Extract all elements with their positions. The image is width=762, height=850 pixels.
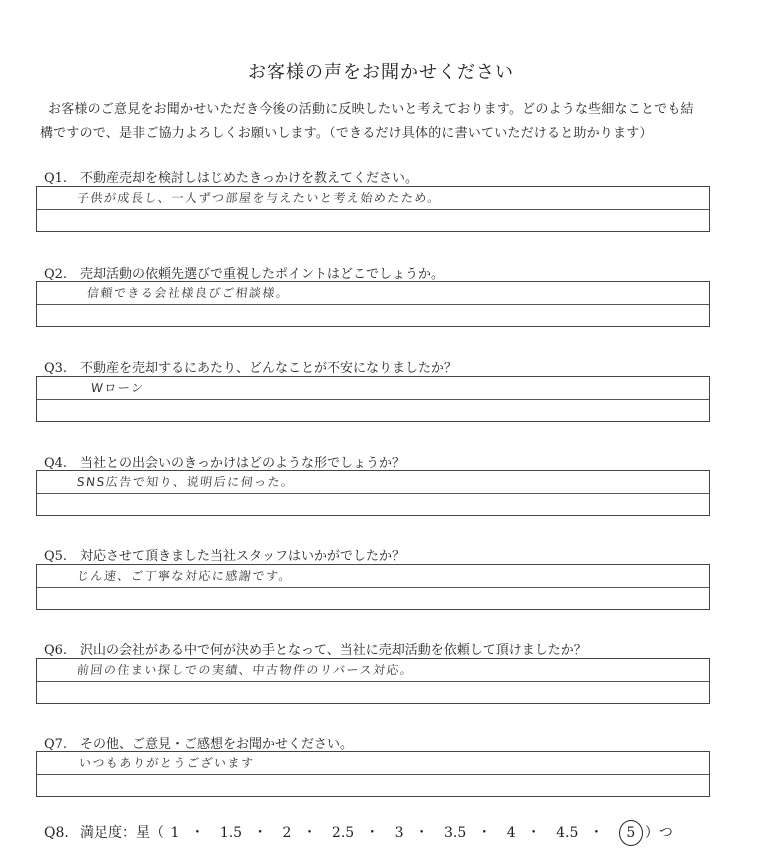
handwritten-answer: Wローン [90, 381, 146, 395]
question-text: 不動産を売却するにあたり、どんなことが不安になりましたか？ [80, 361, 458, 376]
question-text: 当社との出会いのきっかけはどのような形でしょうか？ [80, 456, 406, 471]
answer-box-2[interactable] [36, 281, 710, 327]
question-number: Q3. [44, 361, 68, 376]
question-number: Q1. [44, 171, 68, 186]
rating-option-2-5[interactable]: 2.5 [331, 825, 355, 841]
question-2 [44, 263, 444, 282]
question-8-satisfaction [44, 820, 673, 846]
question-number: Q7. [44, 737, 68, 752]
question-number: Q6. [44, 643, 68, 658]
satisfaction-label: 満足度：星 [80, 825, 150, 841]
question-text: 売却活動の依頼先選びで重視したポイントはどこでしょうか。 [80, 267, 445, 282]
separator: ・ [477, 825, 492, 841]
separator: ・ [526, 825, 541, 841]
question-text: その他、ご意見・ご感想をお聞かせください。 [80, 737, 354, 752]
question-3 [44, 357, 457, 376]
rating-option-4-5[interactable]: 4.5 [556, 825, 579, 841]
question-text: 対応させて頂きました当社スタッフはいかがでしたか？ [80, 549, 406, 564]
page-title: お客様の声をお聞かせください [248, 62, 514, 83]
question-1 [44, 167, 418, 186]
handwritten-answer: 子供が成長し、一人ずつ部屋を与えたいと考え始めたため。 [76, 191, 442, 205]
rating-option-4[interactable]: 4 [506, 825, 516, 841]
rating-option-5-selected[interactable]: 5 [619, 820, 643, 846]
question-text: 沢山の会社がある中で何が決め手となって、当社に売却活動を依頼して頂けましたか？ [80, 643, 587, 658]
handwritten-answer: 信頼できる会社様良びご相談様。 [86, 286, 291, 300]
answer-box-7[interactable] [36, 751, 710, 797]
answer-box-5[interactable] [36, 564, 710, 610]
answer-box-3[interactable] [36, 376, 710, 422]
question-text: 不動産売却を検討しはじめたきっかけを教えてください。 [80, 171, 419, 186]
answer-box-6[interactable] [36, 658, 710, 704]
question-number: Q8. [44, 825, 69, 841]
answer-box-1[interactable] [36, 186, 710, 232]
separator: ・ [190, 825, 205, 841]
handwritten-answer: 前回の住まい探しでの実績、中古物件のリバース対応。 [76, 663, 415, 677]
answer-box-4[interactable] [36, 470, 710, 516]
open-paren: （ [150, 825, 164, 841]
question-7 [44, 733, 353, 752]
rating-option-2[interactable]: 2 [282, 825, 292, 841]
rating-option-1-5[interactable]: 1.5 [219, 825, 243, 841]
rating-option-3-5[interactable]: 3.5 [444, 825, 467, 841]
separator: ・ [589, 825, 604, 841]
separator: ・ [365, 825, 380, 841]
separator: ・ [302, 825, 317, 841]
intro-line-2: 構ですので、是非ご協力よろしくお願いします。（できるだけ具体的に書いていただけると助かります） [40, 126, 653, 141]
intro-line-1: お客様のご意見をお聞かせいただき今後の活動に反映したいと考えております。どのような些細なことでも結 [48, 102, 694, 117]
handwritten-answer: いつもありがとうございます [78, 756, 256, 770]
close-paren: ）つ [644, 825, 673, 841]
handwritten-answer: SNS広告で知り、说明后に伺った。 [76, 475, 296, 489]
rating-option-1[interactable]: 1 [170, 825, 180, 841]
rating-option-3[interactable]: 3 [394, 825, 404, 841]
question-6 [44, 639, 587, 658]
separator: ・ [414, 825, 429, 841]
separator: ・ [253, 825, 268, 841]
question-number: Q4. [44, 456, 68, 471]
question-4 [44, 452, 405, 471]
handwritten-answer: じん速、ご丁寧な対応に感謝です。 [76, 569, 293, 583]
question-number: Q5. [44, 549, 68, 564]
question-5 [44, 545, 405, 564]
question-number: Q2. [44, 267, 68, 282]
